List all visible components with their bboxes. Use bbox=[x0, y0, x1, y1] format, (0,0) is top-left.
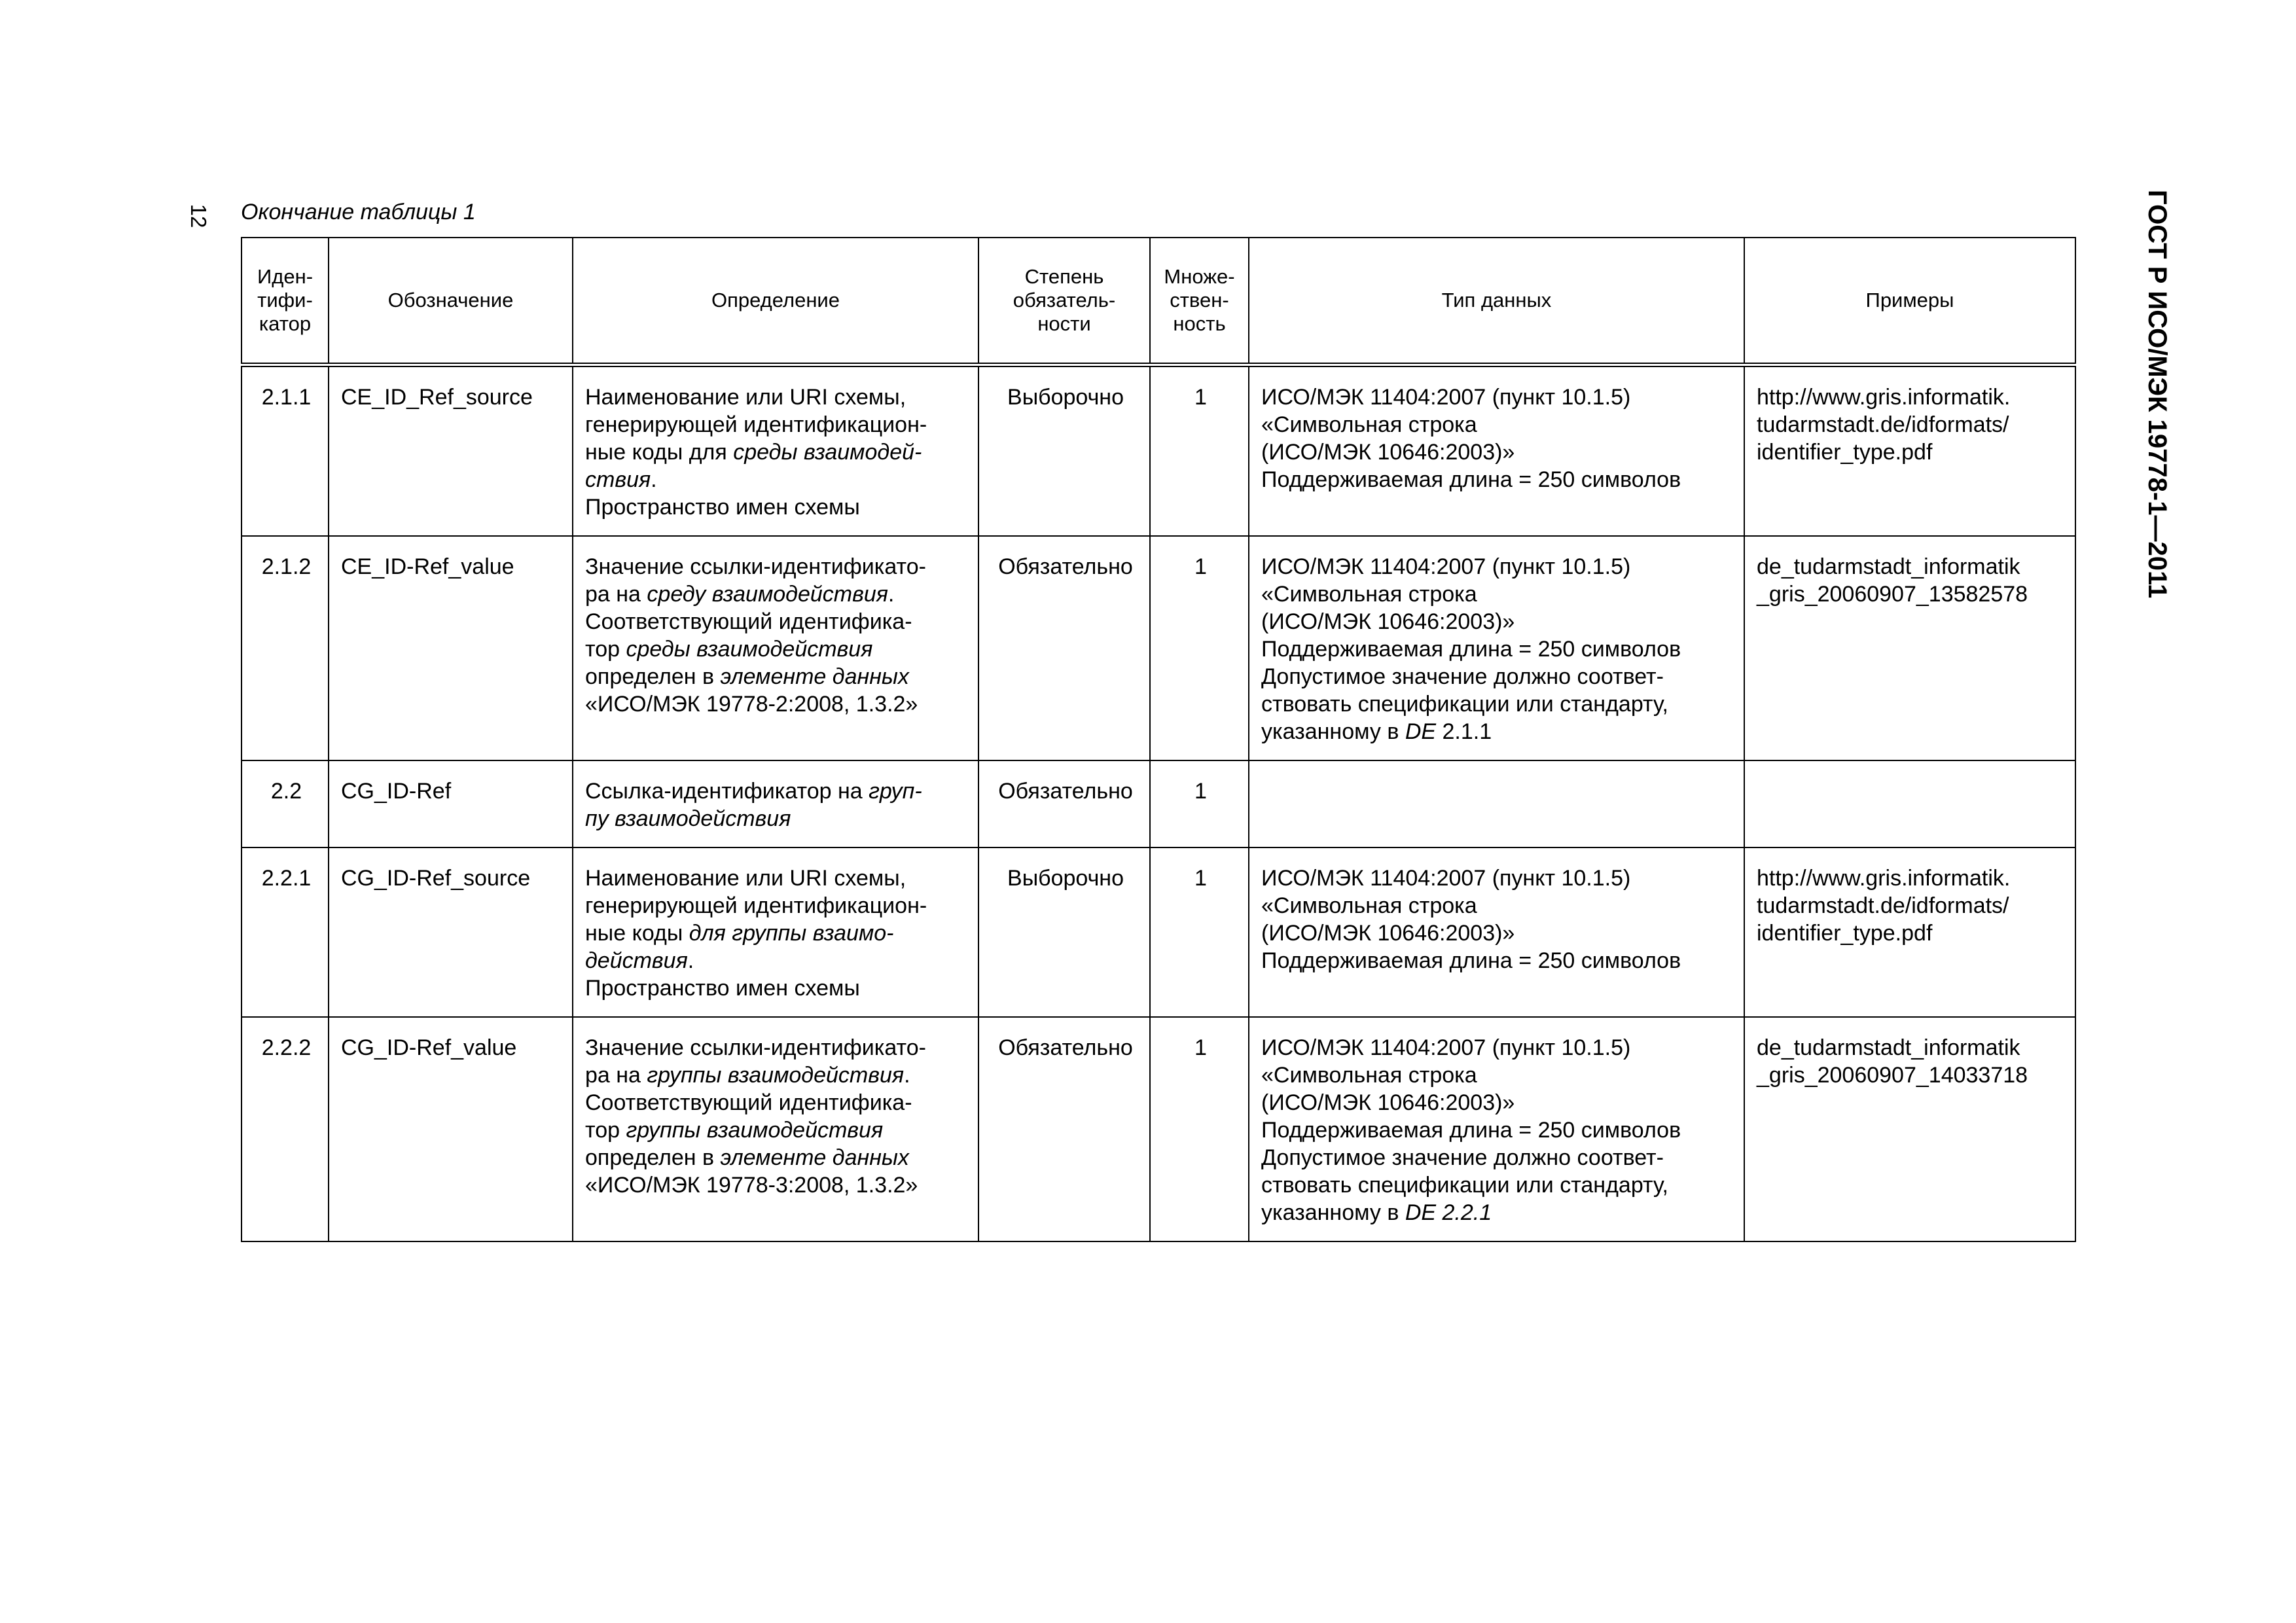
cell-datatype bbox=[1249, 536, 1744, 760]
cell-examples bbox=[1744, 760, 2075, 847]
table-caption: Окончание таблицы 1 bbox=[241, 200, 476, 224]
text-line bbox=[1261, 411, 1734, 438]
cell-identifier: 2.2.2 bbox=[242, 1017, 329, 1241]
italic-term: действия bbox=[585, 948, 688, 973]
text-run: ные коды bbox=[585, 921, 689, 946]
cell-multiplicity: 1 bbox=[1150, 760, 1249, 847]
text-run: Поддерживаемая длина = 250 символов bbox=[1261, 467, 1681, 492]
cell-multiplicity: 1 bbox=[1150, 1017, 1249, 1241]
text-run: «ИСО/МЭК 19778-3:2008, 1.3.2» bbox=[585, 1173, 918, 1198]
header-line: ность bbox=[1173, 312, 1226, 335]
header-definition bbox=[573, 238, 978, 365]
page-number: 12 bbox=[187, 204, 211, 228]
text-run: указанному в bbox=[1261, 719, 1405, 744]
text-line: identifier_type.pdf bbox=[1757, 440, 1933, 465]
text-line bbox=[1261, 1034, 1734, 1061]
text-run: тор bbox=[585, 637, 626, 662]
text-line bbox=[585, 580, 969, 608]
text-line bbox=[585, 1144, 969, 1171]
text-line bbox=[585, 805, 969, 832]
text-line bbox=[585, 1061, 969, 1089]
text-run: Соответствующий идентифика- bbox=[585, 1090, 912, 1115]
cell-definition bbox=[573, 365, 978, 537]
cell-multiplicity: 1 bbox=[1150, 365, 1249, 537]
text-line bbox=[1261, 635, 1734, 663]
text-run: Допустимое значение должно соответ- bbox=[1261, 1145, 1664, 1170]
header-line: Множе- bbox=[1164, 265, 1235, 288]
cell-designation: CG_ID-Ref_value bbox=[329, 1017, 573, 1241]
table-row bbox=[242, 847, 2075, 1017]
cell-obligation: Обязательно bbox=[978, 1017, 1150, 1241]
text-run: ИСО/МЭК 11404:2007 (пункт 10.1.5) bbox=[1261, 385, 1631, 410]
cell-definition bbox=[573, 760, 978, 847]
header-identifier bbox=[242, 238, 329, 365]
italic-term: ствия bbox=[585, 467, 651, 492]
text-line bbox=[585, 635, 969, 663]
text-line bbox=[1261, 892, 1734, 919]
text-line bbox=[1261, 865, 1734, 892]
cell-identifier: 2.2 bbox=[242, 760, 329, 847]
text-run: генерирующей идентификацион- bbox=[585, 893, 927, 918]
text-line bbox=[1261, 466, 1734, 493]
header-line: Определение bbox=[711, 289, 840, 312]
text-run: ИСО/МЭК 11404:2007 (пункт 10.1.5) bbox=[1261, 1035, 1631, 1060]
text-run: определен в bbox=[585, 1145, 721, 1170]
cell-identifier: 2.1.1 bbox=[242, 365, 329, 537]
text-run: ра на bbox=[585, 582, 647, 607]
text-line bbox=[585, 974, 969, 1002]
text-line bbox=[585, 466, 969, 493]
text-line bbox=[585, 892, 969, 919]
text-line: identifier_type.pdf bbox=[1757, 921, 1933, 946]
cell-definition bbox=[573, 1017, 978, 1241]
text-line bbox=[585, 865, 969, 892]
header-line: Обозначение bbox=[387, 289, 514, 312]
text-run: (ИСО/МЭК 10646:2003)» bbox=[1261, 609, 1515, 634]
text-line bbox=[1261, 438, 1734, 466]
text-run: ИСО/МЭК 11404:2007 (пункт 10.1.5) bbox=[1261, 554, 1631, 579]
cell-definition bbox=[573, 536, 978, 760]
text-run: ствовать спецификации или стандарту, bbox=[1261, 1173, 1668, 1198]
table-row bbox=[242, 536, 2075, 760]
italic-term: элементе данных bbox=[720, 1145, 909, 1170]
table-row bbox=[242, 760, 2075, 847]
italic-term: груп- bbox=[869, 779, 922, 804]
text-line bbox=[1261, 383, 1734, 411]
text-run: «Символьная строка bbox=[1261, 1063, 1477, 1088]
text-line bbox=[1261, 1171, 1734, 1199]
text-run: Наименование или URI схемы, bbox=[585, 385, 906, 410]
italic-term: пу взаимодействия bbox=[585, 806, 791, 831]
text-line: http://www.gris.informatik. bbox=[1757, 866, 2011, 891]
text-run: Ссылка-идентификатор на bbox=[585, 779, 869, 804]
text-run: генерирующей идентификацион- bbox=[585, 412, 927, 437]
text-run: тор bbox=[585, 1118, 626, 1143]
text-line bbox=[1261, 718, 1734, 745]
text-run: (ИСО/МЭК 10646:2003)» bbox=[1261, 1090, 1515, 1115]
text-run: . bbox=[904, 1063, 910, 1088]
header-line: катор bbox=[259, 312, 312, 335]
text-line: de_tudarmstadt_informatik bbox=[1757, 554, 2020, 579]
italic-term: DE bbox=[1405, 719, 1437, 744]
text-run: 2.1.1 bbox=[1436, 719, 1492, 744]
text-run: определен в bbox=[585, 664, 721, 689]
text-run: . bbox=[687, 948, 694, 973]
text-line bbox=[585, 493, 969, 521]
cell-definition bbox=[573, 847, 978, 1017]
text-line bbox=[585, 690, 969, 718]
text-run: «Символьная строка bbox=[1261, 412, 1477, 437]
text-line bbox=[585, 947, 969, 974]
table-row bbox=[242, 365, 2075, 537]
cell-examples bbox=[1744, 365, 2075, 537]
text-run: «Символьная строка bbox=[1261, 893, 1477, 918]
cell-examples bbox=[1744, 536, 2075, 760]
cell-obligation: Обязательно bbox=[978, 536, 1150, 760]
text-run: (ИСО/МЭК 10646:2003)» bbox=[1261, 440, 1515, 465]
cell-designation: CG_ID-Ref bbox=[329, 760, 573, 847]
text-line bbox=[1261, 1116, 1734, 1144]
cell-datatype bbox=[1249, 760, 1744, 847]
cell-multiplicity: 1 bbox=[1150, 847, 1249, 1017]
text-line bbox=[585, 663, 969, 690]
cell-multiplicity: 1 bbox=[1150, 536, 1249, 760]
text-line bbox=[1261, 1089, 1734, 1116]
text-line bbox=[585, 1089, 969, 1116]
cell-identifier: 2.1.2 bbox=[242, 536, 329, 760]
cell-obligation: Выборочно bbox=[978, 847, 1150, 1017]
text-run: Поддерживаемая длина = 250 символов bbox=[1261, 637, 1681, 662]
text-run: . bbox=[888, 582, 895, 607]
cell-datatype bbox=[1249, 1017, 1744, 1241]
italic-term: элементе данных bbox=[720, 664, 909, 689]
italic-term: группы взаимодействия bbox=[647, 1063, 905, 1088]
running-head: ГОСТ Р ИСО/МЭК 19778-1—2011 bbox=[2143, 190, 2172, 599]
text-line bbox=[1261, 1061, 1734, 1089]
text-line bbox=[1261, 1144, 1734, 1171]
text-run: Поддерживаемая длина = 250 символов bbox=[1261, 948, 1681, 973]
text-line: http://www.gris.informatik. bbox=[1757, 385, 2011, 410]
cell-obligation: Обязательно bbox=[978, 760, 1150, 847]
text-run: Наименование или URI схемы, bbox=[585, 866, 906, 891]
text-line bbox=[585, 438, 969, 466]
cell-datatype bbox=[1249, 847, 1744, 1017]
text-run: Соответствующий идентифика- bbox=[585, 609, 912, 634]
cell-examples bbox=[1744, 1017, 2075, 1241]
text-line bbox=[585, 777, 969, 805]
text-run: «ИСО/МЭК 19778-2:2008, 1.3.2» bbox=[585, 692, 918, 717]
text-run: Пространство имен схемы bbox=[585, 976, 860, 1001]
text-run: указанному в bbox=[1261, 1200, 1405, 1225]
text-line bbox=[1261, 1199, 1734, 1226]
text-run: Значение ссылки-идентификато- bbox=[585, 554, 926, 579]
text-line bbox=[585, 383, 969, 411]
table-row bbox=[242, 1017, 2075, 1241]
header-line: Примеры bbox=[1865, 289, 1954, 312]
header-line: обязатель- bbox=[1013, 289, 1116, 312]
italic-term: среду взаимодействия bbox=[647, 582, 888, 607]
header-line: ности bbox=[1037, 312, 1091, 335]
cell-obligation: Выборочно bbox=[978, 365, 1150, 537]
text-line bbox=[585, 919, 969, 947]
header-line: Тип данных bbox=[1441, 289, 1552, 312]
text-run: ные коды для bbox=[585, 440, 734, 465]
text-line bbox=[585, 553, 969, 580]
italic-term: DE 2.2.1 bbox=[1405, 1200, 1492, 1225]
header-designation bbox=[329, 238, 573, 365]
text-line bbox=[585, 1171, 969, 1199]
header-multiplicity bbox=[1150, 238, 1249, 365]
text-line bbox=[1261, 947, 1734, 974]
data-elements-table bbox=[241, 237, 2076, 1242]
cell-identifier: 2.2.1 bbox=[242, 847, 329, 1017]
italic-term: среды взаимодей- bbox=[733, 440, 922, 465]
text-run: ИСО/МЭК 11404:2007 (пункт 10.1.5) bbox=[1261, 866, 1631, 891]
text-run: Поддерживаемая длина = 250 символов bbox=[1261, 1118, 1681, 1143]
text-line bbox=[585, 608, 969, 635]
text-line bbox=[1261, 580, 1734, 608]
header-row bbox=[242, 238, 2075, 365]
text-line: _gris_20060907_13582578 bbox=[1757, 582, 2028, 607]
header-line: Степень bbox=[1024, 265, 1104, 288]
text-line bbox=[1261, 663, 1734, 690]
cell-designation: CG_ID-Ref_source bbox=[329, 847, 573, 1017]
header-line: тифи- bbox=[257, 289, 313, 312]
header-obligation bbox=[978, 238, 1150, 365]
text-run: «Символьная строка bbox=[1261, 582, 1477, 607]
header-line: ствен- bbox=[1170, 289, 1229, 312]
text-line bbox=[1261, 608, 1734, 635]
text-line: _gris_20060907_14033718 bbox=[1757, 1063, 2028, 1088]
header-line: Иден- bbox=[257, 265, 314, 288]
text-run: Допустимое значение должно соответ- bbox=[1261, 664, 1664, 689]
text-line bbox=[585, 1116, 969, 1144]
italic-term: для группы взаимо- bbox=[689, 921, 894, 946]
text-line: tudarmstadt.de/idformats/ bbox=[1757, 893, 2009, 918]
text-run: Значение ссылки-идентификато- bbox=[585, 1035, 926, 1060]
text-run: . bbox=[651, 467, 657, 492]
cell-examples bbox=[1744, 847, 2075, 1017]
italic-term: группы взаимодействия bbox=[626, 1118, 884, 1143]
cell-designation: CE_ID-Ref_value bbox=[329, 536, 573, 760]
header-datatype bbox=[1249, 238, 1744, 365]
cell-designation: CE_ID_Ref_source bbox=[329, 365, 573, 537]
text-line bbox=[585, 411, 969, 438]
text-run: ствовать спецификации или стандарту, bbox=[1261, 692, 1668, 717]
text-line: de_tudarmstadt_informatik bbox=[1757, 1035, 2020, 1060]
text-line: tudarmstadt.de/idformats/ bbox=[1757, 412, 2009, 437]
italic-term: среды взаимодействия bbox=[626, 637, 873, 662]
text-run: Пространство имен схемы bbox=[585, 495, 860, 520]
header-examples bbox=[1744, 238, 2075, 365]
cell-datatype bbox=[1249, 365, 1744, 537]
text-line bbox=[1261, 919, 1734, 947]
text-run: ра на bbox=[585, 1063, 647, 1088]
text-run: (ИСО/МЭК 10646:2003)» bbox=[1261, 921, 1515, 946]
text-line bbox=[1261, 553, 1734, 580]
text-line bbox=[585, 1034, 969, 1061]
text-line bbox=[1261, 690, 1734, 718]
